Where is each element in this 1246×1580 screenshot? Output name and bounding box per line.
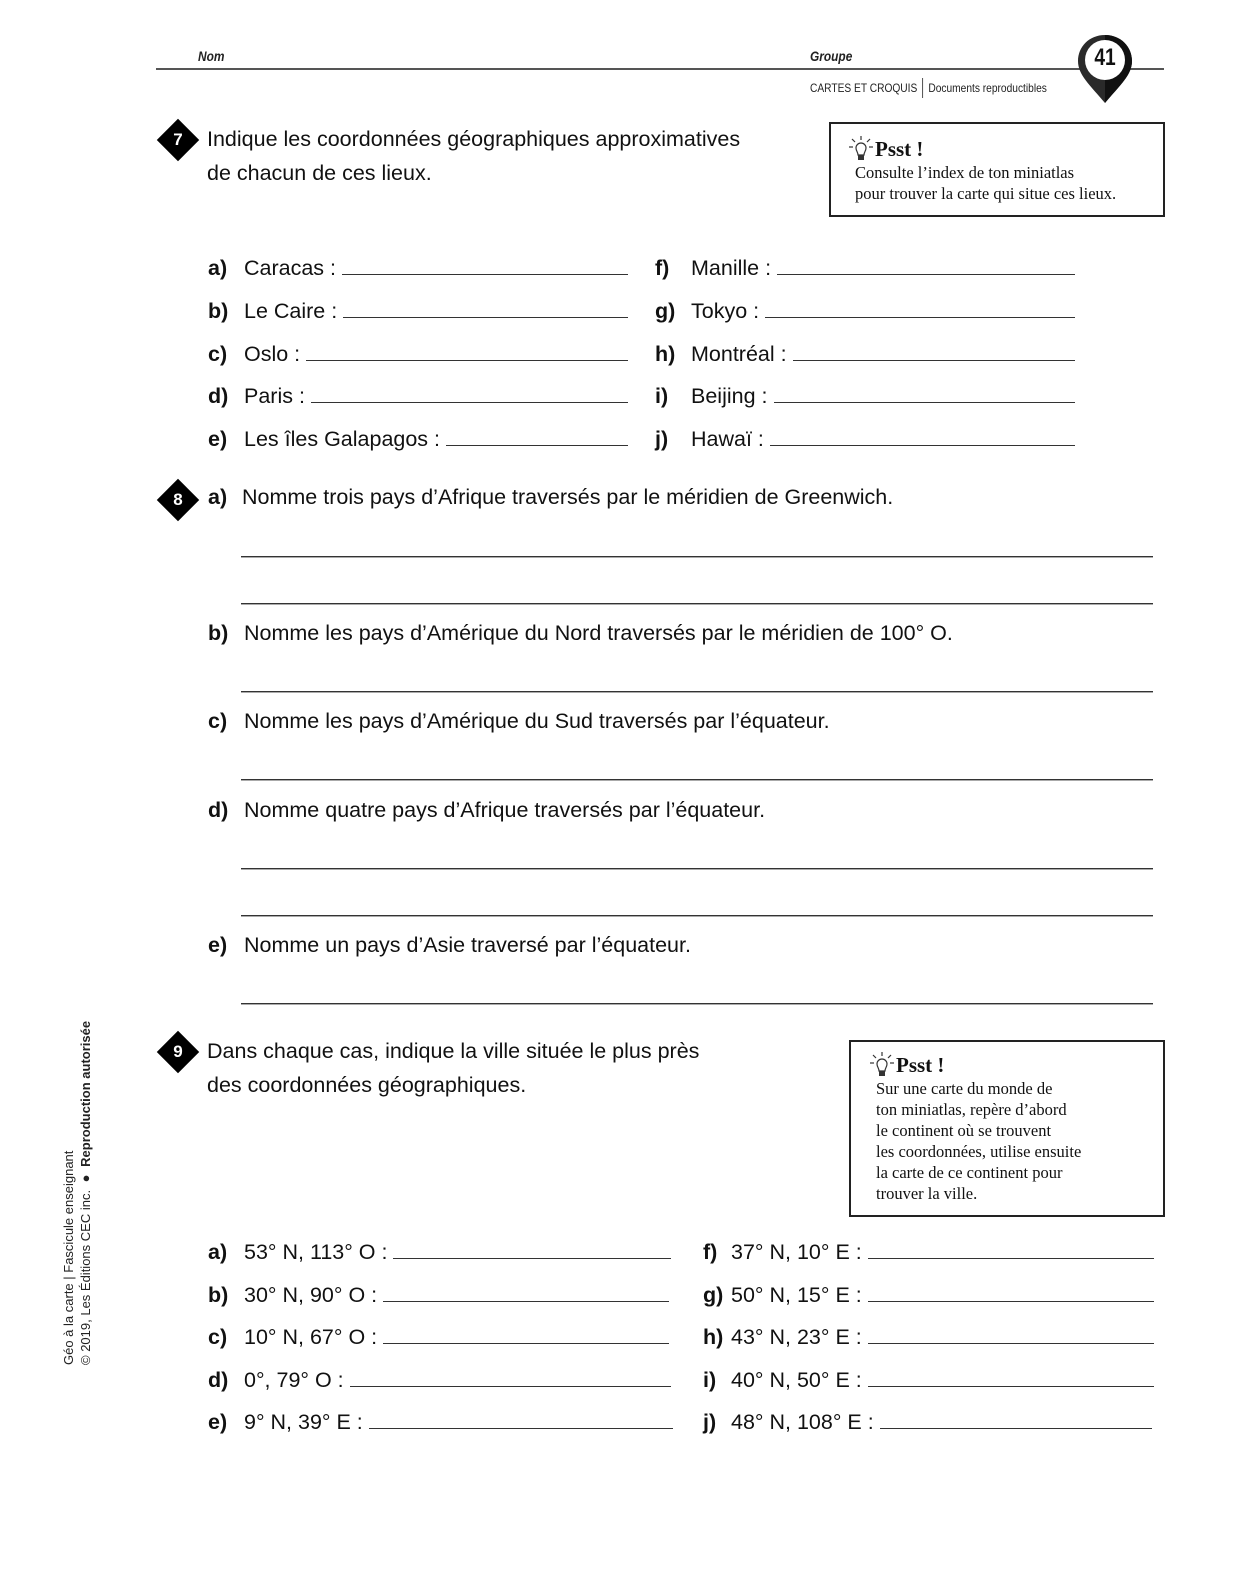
name-label: Nom — [198, 48, 225, 64]
question-7-badge — [156, 118, 200, 162]
item-label: Tokyo : — [691, 299, 760, 323]
answer-field[interactable] — [765, 317, 1075, 318]
q7-item-f — [655, 256, 1075, 281]
item-label: Le Caire : — [244, 299, 338, 323]
item-letter: b) — [208, 621, 229, 645]
item-label: Caracas : — [244, 256, 337, 280]
item-letter: b) — [208, 299, 229, 323]
q7-item-d — [208, 384, 628, 409]
q9-item-h — [703, 1325, 1154, 1350]
item-letter: i) — [655, 384, 669, 408]
question-number: 9 — [173, 1042, 183, 1061]
item-letter: e) — [208, 1410, 228, 1434]
item-label: 0°, 79° O : — [244, 1368, 344, 1392]
item-text: Nomme les pays d’Amérique du Nord traversés par le méridien de 100° O. — [244, 621, 953, 645]
q8-item-e — [208, 933, 691, 958]
q7-item-j — [655, 427, 1075, 452]
item-letter: j) — [655, 427, 669, 451]
answer-field[interactable] — [311, 402, 628, 403]
prompt-line: Dans chaque cas, indique la ville située le plus près — [207, 1039, 700, 1063]
credit-line: Géo à la carte | Fascicule enseignant — [61, 1150, 76, 1365]
lightbulb-icon — [870, 1052, 894, 1078]
subsection-label: Documents reproductibles — [928, 81, 1047, 95]
answer-field[interactable] — [369, 1428, 673, 1429]
answer-line[interactable] — [241, 603, 1153, 605]
item-letter: d) — [208, 1368, 229, 1392]
item-letter: c) — [208, 709, 228, 733]
question-9-badge — [156, 1030, 200, 1074]
answer-field[interactable] — [880, 1428, 1152, 1429]
tip-title: Psst ! — [849, 136, 1163, 162]
answer-line[interactable] — [241, 691, 1153, 693]
item-letter: j) — [703, 1410, 717, 1434]
answer-field[interactable] — [342, 274, 628, 275]
item-letter: g) — [655, 299, 676, 323]
answer-line[interactable] — [241, 779, 1153, 781]
item-label: 43° N, 23° E : — [731, 1325, 862, 1349]
answer-line[interactable] — [241, 556, 1153, 558]
answer-line[interactable] — [241, 1003, 1153, 1005]
tip-body — [876, 1078, 1163, 1204]
item-letter: a) — [208, 256, 228, 280]
answer-field[interactable] — [383, 1343, 669, 1344]
item-label: 10° N, 67° O : — [244, 1325, 378, 1349]
answer-field[interactable] — [868, 1343, 1154, 1344]
q7-item-h — [655, 342, 1075, 367]
q8-item-b — [208, 621, 953, 646]
q8-item-d — [208, 798, 765, 823]
answer-field[interactable] — [446, 445, 628, 446]
tip-line: trouver la ville. — [876, 1184, 978, 1203]
item-letter: f) — [655, 256, 670, 280]
q9-item-g — [703, 1283, 1154, 1308]
q7-item-a — [208, 256, 628, 281]
answer-field[interactable] — [777, 274, 1075, 275]
item-label: Paris : — [244, 384, 305, 408]
item-letter: g) — [703, 1283, 724, 1307]
question-number: 8 — [173, 490, 183, 509]
tip-body — [855, 162, 1163, 204]
copyright-text: © 2019, Les Éditions CEC inc. — [78, 1189, 93, 1365]
answer-line[interactable] — [241, 868, 1153, 870]
answer-field[interactable] — [868, 1258, 1154, 1259]
item-label: Beijing : — [691, 384, 768, 408]
item-label: 9° N, 39° E : — [244, 1410, 363, 1434]
item-label: Manille : — [691, 256, 772, 280]
item-letter: b) — [208, 1283, 229, 1307]
q8-item-a — [208, 485, 893, 510]
answer-field[interactable] — [383, 1301, 669, 1302]
q7-item-c — [208, 342, 628, 367]
answer-field[interactable] — [868, 1301, 1154, 1302]
item-label: Hawaï : — [691, 427, 764, 451]
answer-field[interactable] — [868, 1386, 1154, 1387]
item-text: Nomme un pays d’Asie traversé par l’équateur. — [244, 933, 691, 957]
answer-field[interactable] — [393, 1258, 671, 1259]
tip-line: ton miniatlas, repère d’abord — [876, 1100, 1067, 1119]
answer-line[interactable] — [241, 915, 1153, 917]
answer-field[interactable] — [793, 360, 1075, 361]
page-number: 41 — [1094, 44, 1116, 71]
item-letter: i) — [703, 1368, 717, 1392]
answer-field[interactable] — [770, 445, 1075, 446]
copyright-credit — [60, 965, 94, 1365]
item-label: Les îles Galapagos : — [244, 427, 441, 451]
item-label: 53° N, 113° O : — [244, 1240, 388, 1264]
prompt-line: de chacun de ces lieux. — [207, 161, 432, 185]
item-text: Nomme les pays d’Amérique du Sud traversés par l’équateur. — [244, 709, 830, 733]
item-text: Nomme trois pays d’Afrique traversés par le méridien de Greenwich. — [242, 485, 894, 509]
prompt-line: des coordonnées géographiques. — [207, 1073, 527, 1097]
item-letter: d) — [208, 798, 229, 822]
question-7-prompt — [207, 122, 740, 190]
tip-line: le continent où se trouvent — [876, 1121, 1052, 1140]
item-label: 50° N, 15° E : — [731, 1283, 862, 1307]
lightbulb-icon — [849, 136, 873, 162]
q7-item-g — [655, 299, 1075, 324]
group-label: Groupe — [810, 48, 853, 64]
answer-field[interactable] — [350, 1386, 671, 1387]
section-label: CARTES ET CROQUIS — [810, 81, 918, 95]
item-text: Nomme quatre pays d’Afrique traversés par l’équateur. — [244, 798, 766, 822]
answer-field[interactable] — [774, 402, 1076, 403]
answer-field[interactable] — [343, 317, 628, 318]
bullet-icon: ● — [78, 1174, 93, 1183]
tip-line: la carte de ce continent pour — [876, 1163, 1063, 1182]
q9-item-e — [208, 1410, 673, 1435]
prompt-line: Indique les coordonnées géographiques approximatives — [207, 127, 741, 151]
question-8-badge — [156, 478, 200, 522]
item-letter: e) — [208, 933, 228, 957]
reproduction-notice: Reproduction autorisée — [78, 1020, 93, 1167]
tip-line: Consulte l’index de ton miniatlas — [855, 163, 1075, 182]
item-letter: d) — [208, 384, 229, 408]
item-label: 30° N, 90° O : — [244, 1283, 378, 1307]
tip-line: les coordonnées, utilise ensuite — [876, 1142, 1082, 1161]
q7-item-b — [208, 299, 628, 324]
item-letter: h) — [703, 1325, 724, 1349]
item-letter: e) — [208, 427, 228, 451]
credit-line — [77, 965, 94, 1365]
tip-box-q7 — [829, 122, 1165, 217]
q9-item-c — [208, 1325, 669, 1350]
q9-item-j — [703, 1410, 1152, 1435]
item-letter: a) — [208, 485, 228, 509]
question-9-prompt — [207, 1034, 699, 1102]
question-number: 7 — [173, 130, 183, 149]
q7-item-e — [208, 427, 628, 452]
item-letter: c) — [208, 1325, 228, 1349]
tip-line: pour trouver la carte qui situe ces lieux. — [855, 184, 1117, 203]
item-label: Oslo : — [244, 342, 301, 366]
q9-item-d — [208, 1368, 671, 1393]
q8-item-c — [208, 709, 830, 734]
q9-item-a — [208, 1240, 671, 1265]
tip-title: Psst ! — [870, 1052, 1163, 1078]
item-label: 37° N, 10° E : — [731, 1240, 862, 1264]
item-label: Montréal : — [691, 342, 787, 366]
q9-item-b — [208, 1283, 669, 1308]
answer-field[interactable] — [306, 360, 628, 361]
item-letter: h) — [655, 342, 676, 366]
header-section — [810, 78, 1047, 98]
item-letter: c) — [208, 342, 228, 366]
header-rule — [156, 68, 1164, 70]
item-label: 48° N, 108° E : — [731, 1410, 874, 1434]
q9-item-i — [703, 1368, 1154, 1393]
section-divider — [922, 78, 923, 98]
item-letter: a) — [208, 1240, 228, 1264]
q7-item-i — [655, 384, 1075, 409]
q9-item-f — [703, 1240, 1154, 1265]
tip-line: Sur une carte du monde de — [876, 1079, 1053, 1098]
item-label: 40° N, 50° E : — [731, 1368, 862, 1392]
tip-box-q9 — [849, 1040, 1165, 1217]
item-letter: f) — [703, 1240, 718, 1264]
